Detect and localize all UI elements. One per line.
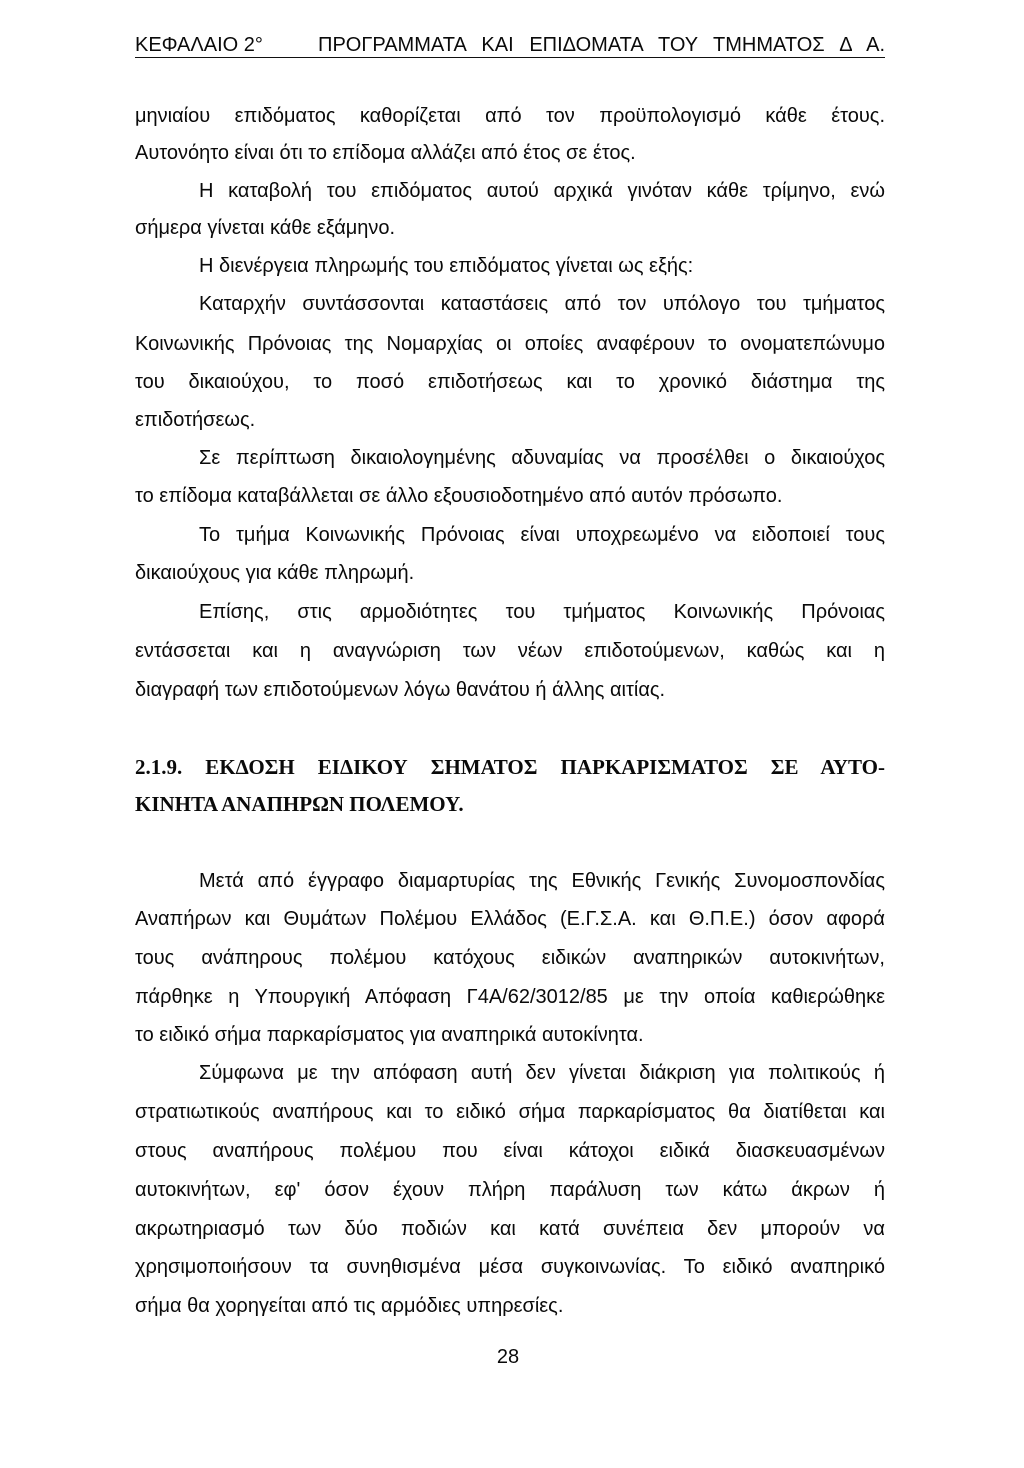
chapter-title: ΠΡΟΓΡΑΜΜΑΤΑ ΚΑΙ ΕΠΙΔΟΜΑΤΑ ΤΟΥ ΤΜΗΜΑΤΟΣ Δ Α. [318,34,885,56]
text-line: Καταρχήν συντάσσονται καταστάσεις από τον υπόλογο του τμήματος [199,293,885,315]
text-line: στρατιωτικούς αναπήρους και το ειδικό σήμα παρκαρίσματος θα διατίθεται και [135,1101,885,1123]
text-line: Σύμφωνα με την απόφαση αυτή δεν γίνεται διάκριση για πολιτικούς ή [199,1062,885,1084]
text-line: δικαιούχους για κάθε πληρωμή. [135,562,415,584]
text-line: Το τμήμα Κοινωνικής Πρόνοιας είναι υποχρεωμένο να ειδοποιεί τους [199,524,885,546]
page-number: 28 [496,1346,520,1368]
chapter-label: ΚΕΦΑΛΑΙΟ 2° [135,34,263,56]
text-line: το ειδικό σήμα παρκαρίσματος για αναπηρικά αυτοκίνητα. [135,1024,644,1046]
text-line: σήμερα γίνεται κάθε εξάμηνο. [135,217,396,239]
text-line: χρησιμοποιήσουν τα συνηθισμένα μέσα συγκοινωνίας. Το ειδικό αναπηρικό [135,1256,885,1278]
text-line: Σε περίπτωση δικαιολογημένης αδυναμίας να προσέλθει ο δικαιούχος [199,447,885,469]
text-line: Η καταβολή του επιδόματος αυτού αρχικά γινόταν κάθε τρίμηνο, ενώ [199,180,885,202]
text-line: Κοινωνικής Πρόνοιας της Νομαρχίας οι οποίες αναφέρουν το ονοματεπώνυμο [135,333,885,355]
text-line: ακρωτηριασμό των δύο ποδιών και κατά συνέπεια δεν μπορούν να [135,1218,885,1240]
text-line: αυτοκινήτων, εφ' όσον έχουν πλήρη παράλυση των κάτω άκρων ή [135,1179,885,1201]
text-line: Αναπήρων και Θυμάτων Πολέμου Ελλάδος (Ε.Γ.Σ.Α. και Θ.Π.Ε.) όσον αφορά [135,908,885,930]
header-rule [135,57,885,58]
text-line: πάρθηκε η Υπουργική Απόφαση Γ4Α/62/3012/85 με την οποία καθιερώθηκε [135,986,885,1008]
text-line: διαγραφή των επιδοτούμενων λόγω θανάτου ή άλλης αιτίας. [135,679,666,701]
text-line: Μετά από έγγραφο διαμαρτυρίας της Εθνικής Γενικής Συνομοσπονδίας [199,870,885,892]
text-line: επιδοτήσεως. [135,409,256,431]
text-line: του δικαιούχου, το ποσό επιδοτήσεως και το χρονικό διάστημα της [135,371,885,393]
text-line: εντάσσεται και η αναγνώριση των νέων επιδοτούμενων, καθώς και η [135,640,885,662]
text-line: Αυτονόητο είναι ότι το επίδομα αλλάζει από έτος σε έτος. [135,142,636,164]
section-heading-line: 2.1.9. ΕΚΔΟΣΗ ΕΙΔΙΚΟΥ ΣΗΜΑΤΟΣ ΠΑΡΚΑΡΙΣΜΑΤΟΣ ΣΕ ΑΥΤΟ- [135,755,885,779]
text-line: στους αναπήρους πολέμου που είναι κάτοχοι ειδικά διασκευασμένων [135,1140,885,1162]
text-line: τους ανάπηρους πολέμου κατόχους ειδικών αναπηρικών αυτοκινήτων, [135,947,885,969]
text-line: μηνιαίου επιδόματος καθορίζεται από τον προϋπολογισμό κάθε έτους. [135,105,885,127]
text-line: Η διενέργεια πληρωμής του επιδόματος γίνεται ως εξής: [199,255,694,277]
text-line: σήμα θα χορηγείται από τις αρμόδιες υπηρεσίες. [135,1295,564,1317]
text-line: Επίσης, στις αρμοδιότητες του τμήματος Κοινωνικής Πρόνοιας [199,601,885,623]
section-heading-line: ΚΙΝΗΤΑ ΑΝΑΠΗΡΩΝ ΠΟΛΕΜΟΥ. [135,792,464,816]
text-line: το επίδομα καταβάλλεται σε άλλο εξουσιοδοτημένο από αυτόν πρόσωπο. [135,485,783,507]
